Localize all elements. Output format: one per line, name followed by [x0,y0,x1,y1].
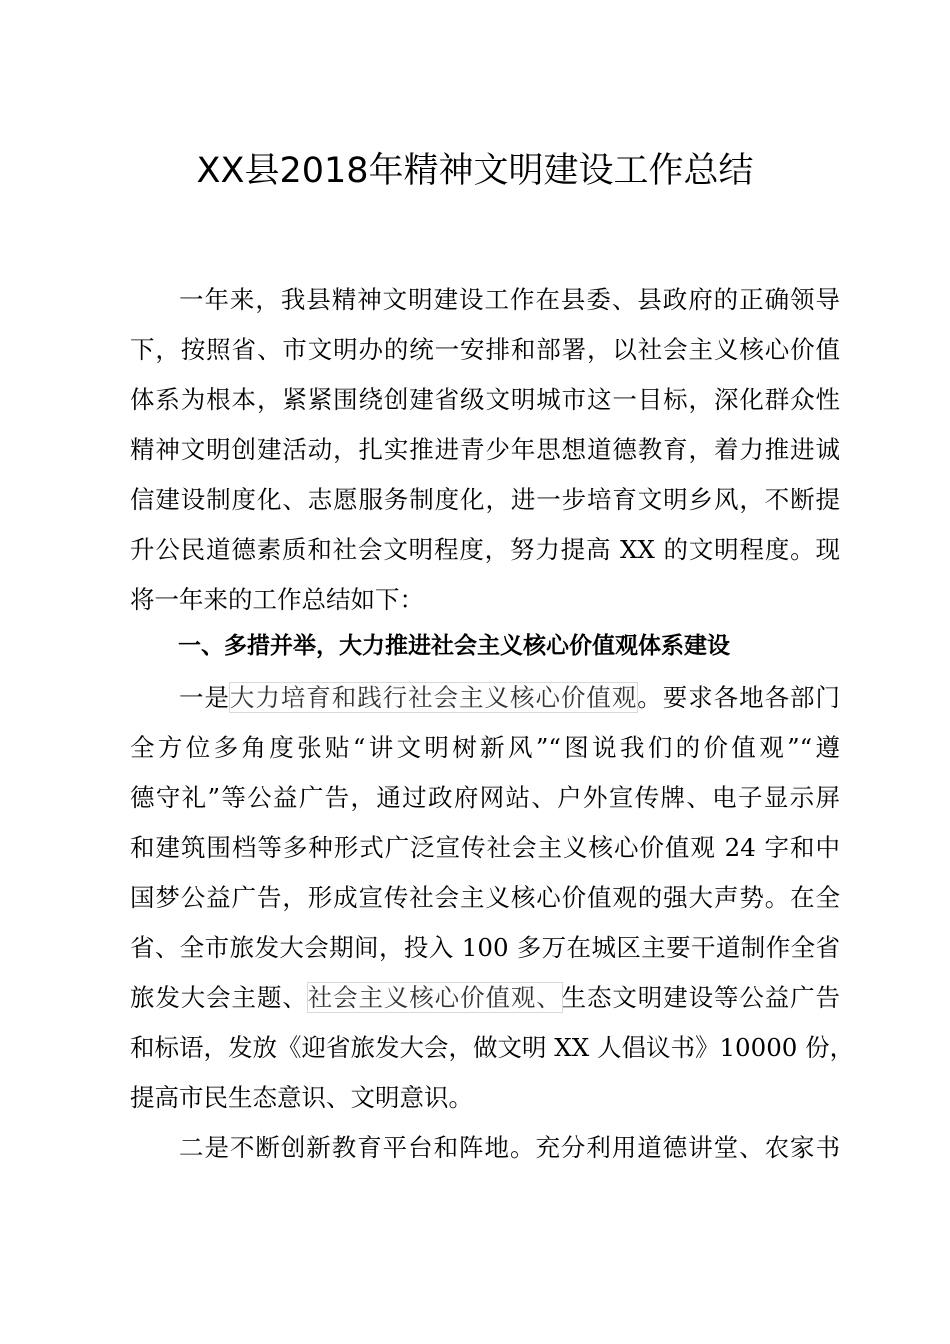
paragraph-line: 将一年来的工作总结如下： [130,585,424,614]
paragraph-line: 信建设制度化、志愿服务制度化，进一步培育文明乡风，不断提 [130,485,840,514]
paragraph-line: 省、全市旅发大会期间，投入 100 多万在城区主要干道制作全省 [130,933,840,962]
paragraph-line: 国梦公益广告，形成宣传社会主义核心价值观的强大声势。在全 [130,883,840,912]
paragraph-line: 和标语，发放《迎省旅发大会，做文明 XX 人倡议书》10000 份， [130,1033,855,1062]
paragraph-line: 全方位多角度张贴“讲文明树新风”“图说我们的价值观”“遵 [130,733,840,762]
paragraph-line: 升公民道德素质和社会文明程度，努力提高 XX 的文明程度。现 [130,535,840,564]
paragraph-line: 体系为根本，紧紧围绕创建省级文明城市这一目标，深化群众性 [130,385,840,414]
line-text: 生态文明建设等公益广告 [561,983,841,1012]
paragraph-line [130,681,840,715]
paragraph-line: 二是不断创新教育平台和阵地。充分利用道德讲堂、农家书 [179,1133,840,1162]
highlighted-phrase: 大力培育和践行社会主义核心价值观 [229,683,638,712]
line-text: 。要求各地各部门 [637,683,841,712]
paragraph-line: 一年来，我县精神文明建设工作在县委、县政府的正确领导 [179,285,840,314]
paragraph-line: 和建筑围档等多种形式广泛宣传社会主义核心价值观 24 字和中 [130,833,840,862]
document-title: XX县2018年精神文明建设工作总结 [196,151,754,191]
paragraph-line: 提高市民生态意识、文明意识。 [130,1083,473,1112]
paragraph-line [130,981,840,1015]
paragraph-line: 下，按照省、市文明办的统一安排和部署，以社会主义核心价值 [130,335,840,364]
line-text: 一是 [179,683,230,712]
section-heading: 一、多措并举，大力推进社会主义核心价值观体系建设 [178,633,730,659]
highlighted-phrase: 社会主义核心价值观、 [307,983,562,1012]
paragraph-line: 德守礼”等公益广告，通过政府网站、户外宣传牌、电子显示屏 [130,783,840,812]
line-text: 旅发大会主题、 [130,983,308,1012]
paragraph-line: 精神文明创建活动，扎实推进青少年思想道德教育，着力推进诚 [130,435,840,464]
